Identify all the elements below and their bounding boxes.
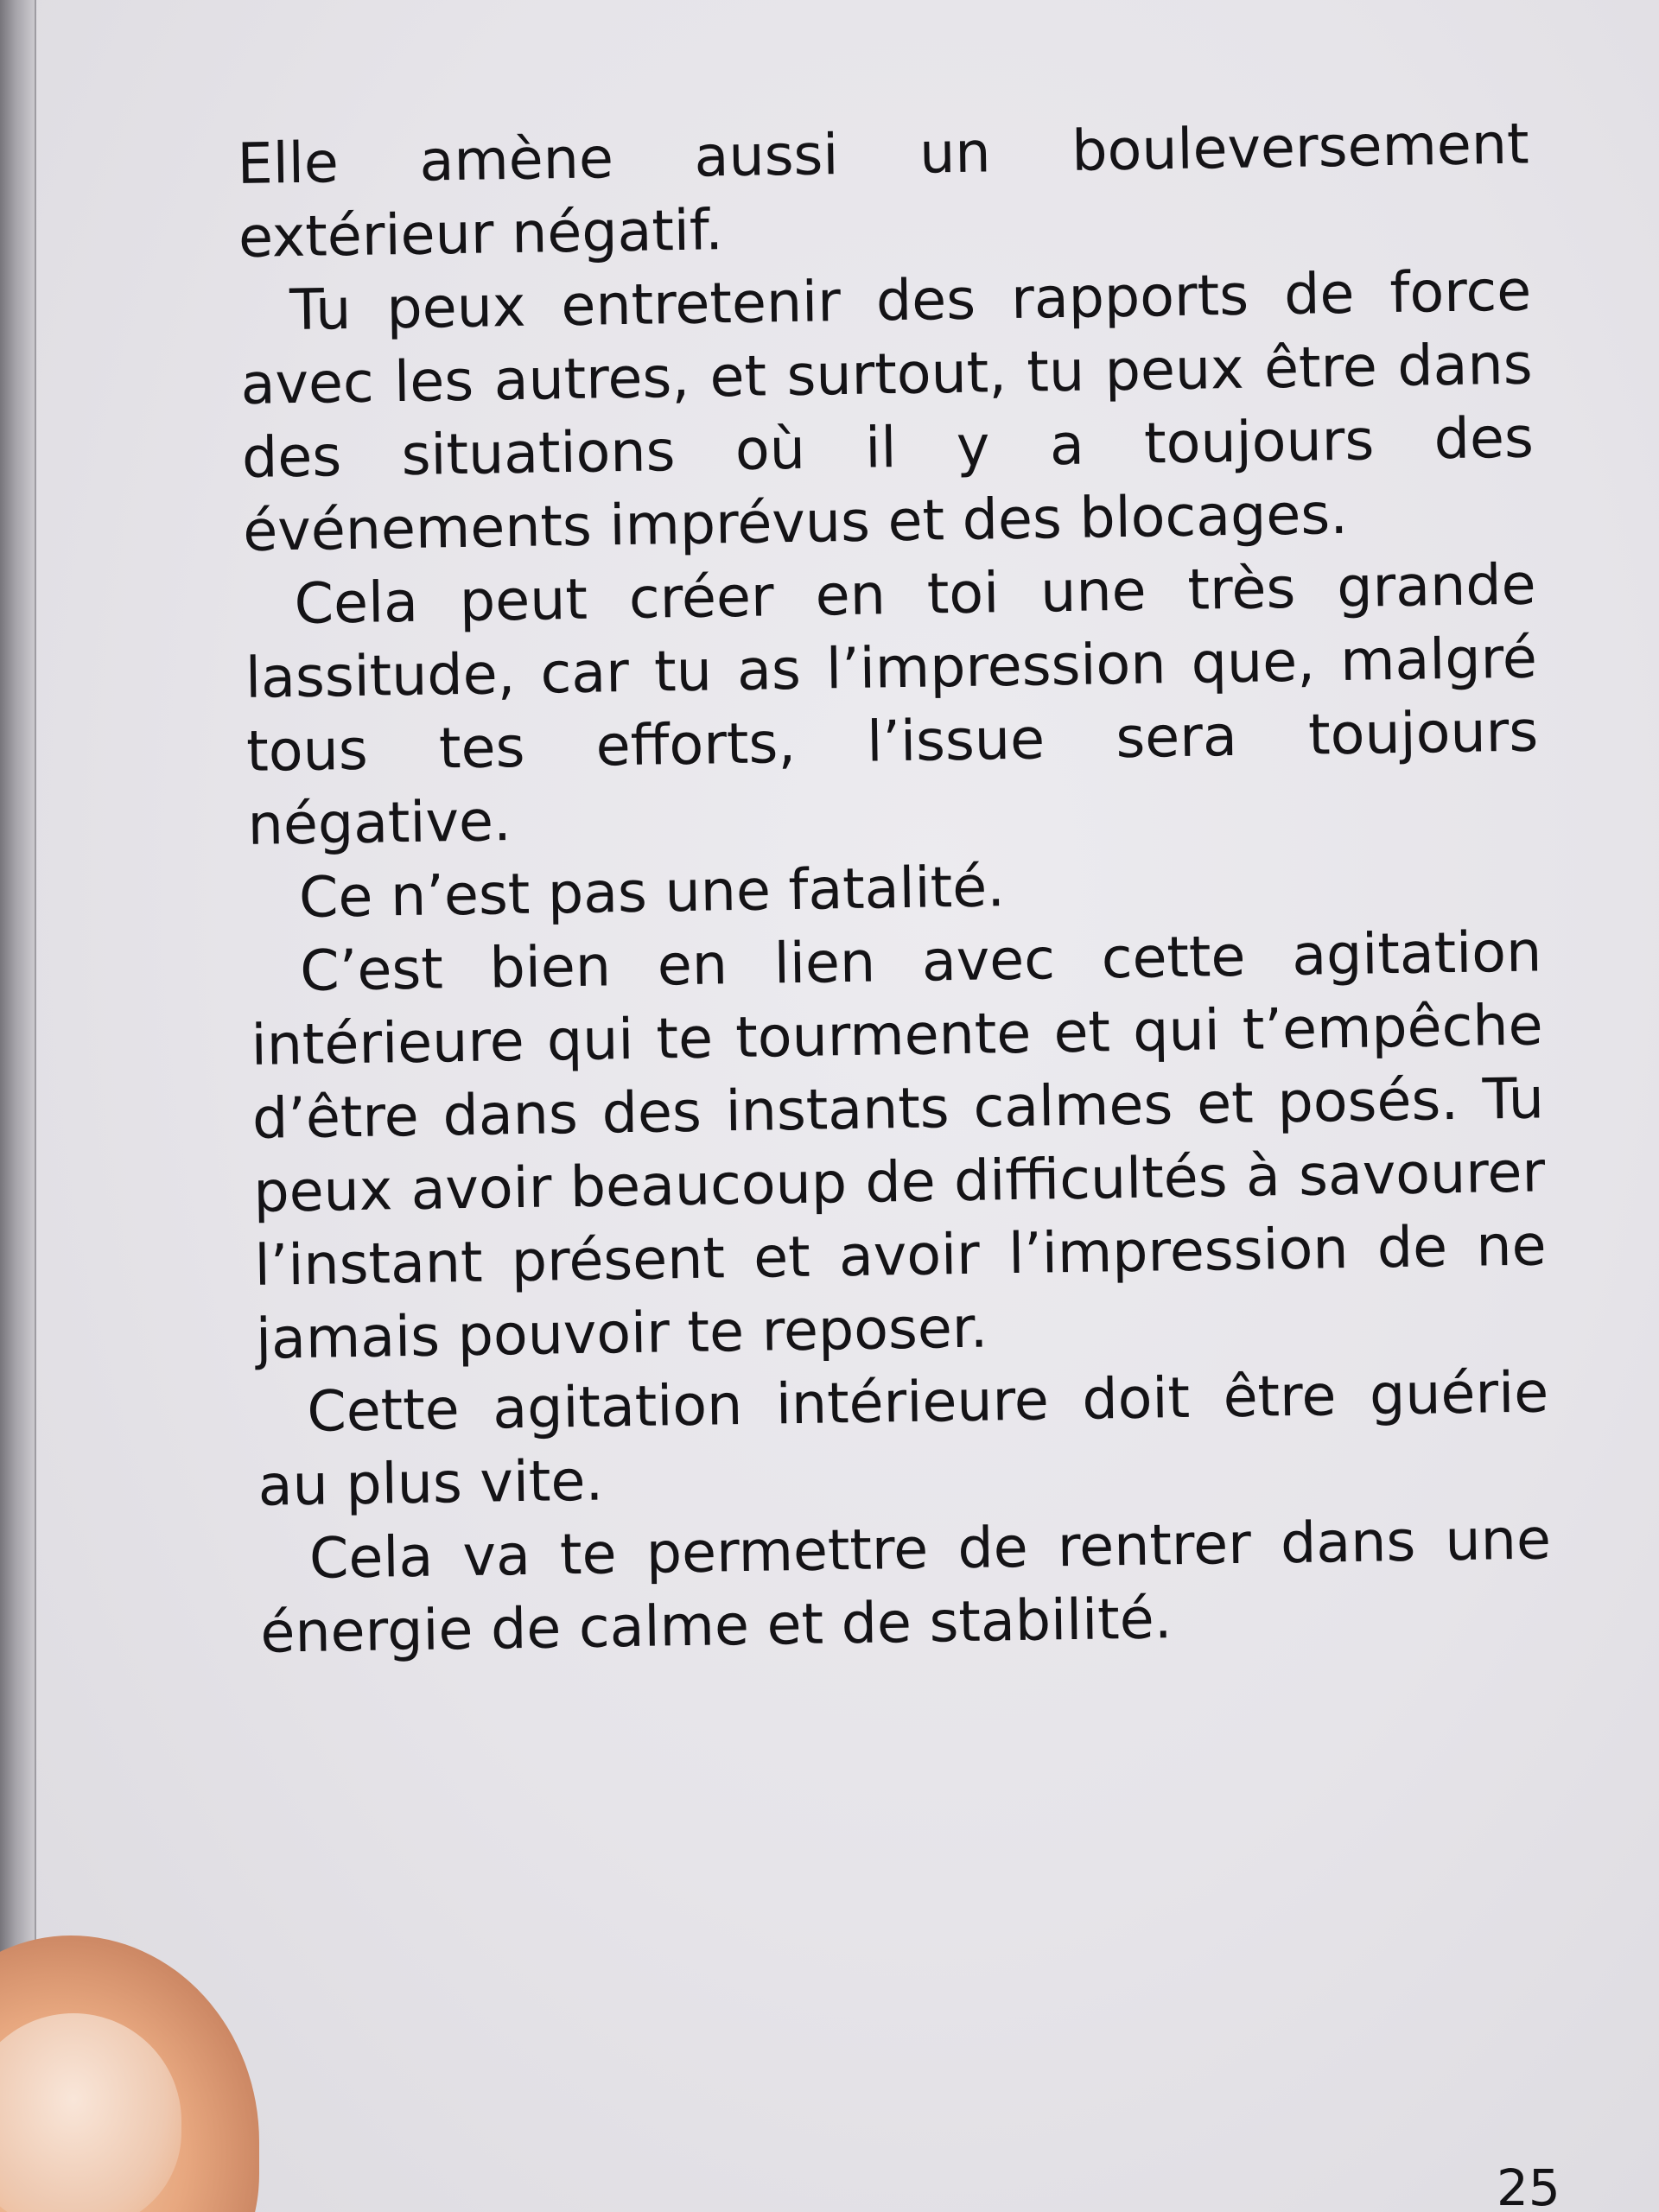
- paragraph: Tu peux entretenir des rapports de force avec les autres, et surtout, tu peux être dans des situations où il y a toujours des événements imprévus et des blocages.: [240, 258, 1535, 564]
- page-number: 25: [1497, 2158, 1560, 2212]
- paragraph: Elle amène aussi un bouleversement extérieur négatif.: [237, 111, 1530, 270]
- paragraph: Ce n’est pas une fatalité.: [298, 855, 1006, 931]
- paragraph: Cette agitation intérieure doit être guérie au plus vite.: [257, 1360, 1549, 1519]
- paragraph: C’est bien en lien avec cette agitation intérieure qui te tourmente et qui t’empêche d’être dans des instants calmes et posés. Tu peux avoir beaucoup de difficultés à savourer l’instant présent et avoir l’impression de ne jamais pouvoir te reposer.: [251, 919, 1548, 1372]
- paragraph: Cela peut créer en toi une très grande lassitude, car tu as l’impression que, malgré tous tes efforts, l’issue sera toujours négative.: [245, 552, 1539, 858]
- paragraph: Cela va te permettre de rentrer dans une énergie de calme et de stabilité.: [259, 1507, 1552, 1666]
- body-text: [237, 108, 1553, 1670]
- book-page: [35, 0, 1659, 2212]
